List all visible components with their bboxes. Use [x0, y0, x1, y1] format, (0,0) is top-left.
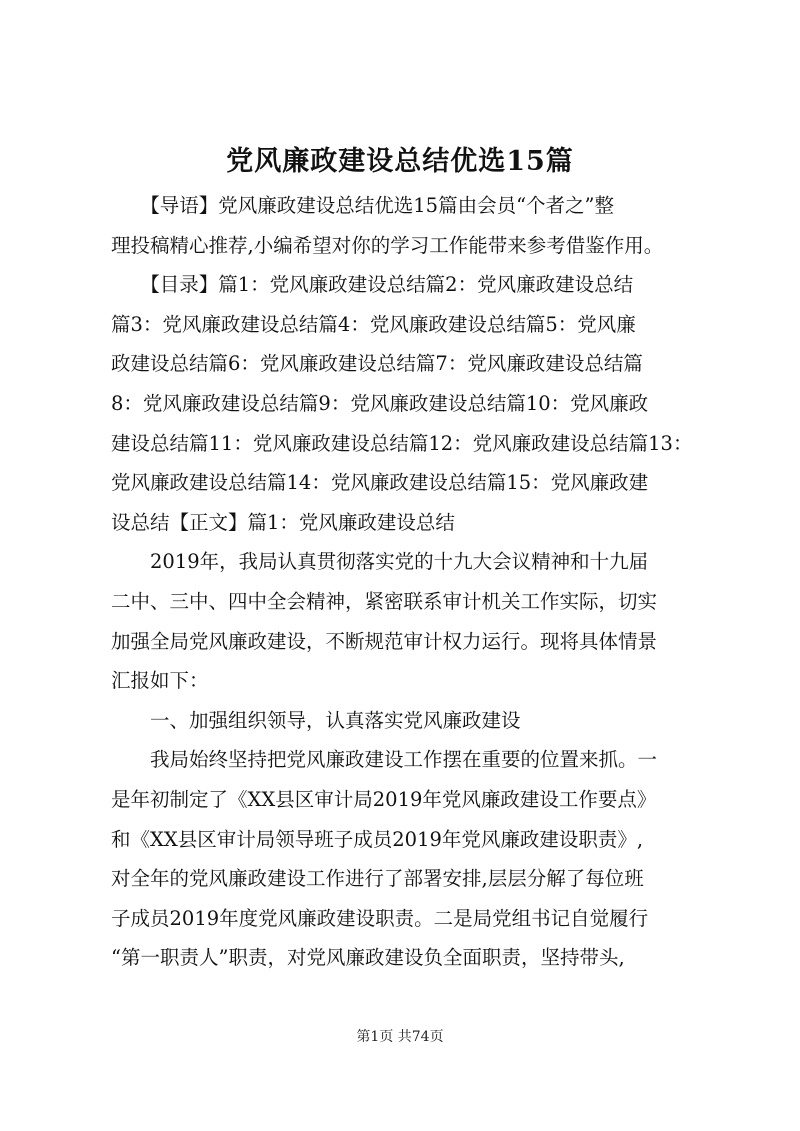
body-line: 我局始终坚持把党风廉政建设工作摆在重要的位置来抓。一: [111, 748, 658, 772]
body-line: 二中、三中、四中全会精神，紧密联系审计机关工作实际，切实: [111, 589, 658, 613]
body-line: 【目录】篇1：党风廉政建设总结篇2：党风廉政建设总结: [111, 273, 634, 297]
body-line: 是年初制定了《XX县区审计局2019年党风廉政建设工作要点》: [111, 787, 657, 811]
document-title: 党风廉政建设总结优选15篇: [226, 146, 574, 177]
body-line: 2019年，我局认真贯彻落实党的十九大会议精神和十九届: [111, 550, 649, 574]
body-line: 篇3：党风廉政建设总结篇4：党风廉政建设总结篇5：党风廉: [111, 312, 636, 336]
page-number-footer: 第1页 共74页: [356, 1029, 444, 1045]
section-heading: 一、加强组织领导，认真落实党风廉政建设: [111, 708, 521, 732]
body-line: 对全年的党风廉政建设工作进行了部署安排,层层分解了每位班: [111, 867, 644, 891]
body-line: 党风廉政建设总结篇14：党风廉政建设总结篇15：党风廉政建: [111, 471, 649, 495]
body-line: 理投稿精心推荐,小编希望对你的学习工作能带来参考借鉴作用。: [111, 233, 664, 257]
body-line: 和《XX县区审计局领导班子成员2019年党风廉政建设职责》,: [111, 827, 644, 851]
body-line: 8：党风廉政建设总结篇9：党风廉政建设总结篇10：党风廉政: [111, 391, 649, 415]
body-line: 设总结【正文】篇1：党风廉政建设总结: [111, 510, 455, 534]
document-body: [111, 186, 711, 978]
body-line: 加强全局党风廉政建设，不断规范审计权力运行。现将具体情景: [111, 629, 658, 653]
body-line: “第一职责人”职责，对党风廉政建设负全面职责，坚持带头,: [111, 946, 625, 970]
body-line: 汇报如下：: [111, 669, 209, 693]
body-line: 【导语】党风廉政建设总结优选15篇由会员“个者之”整: [111, 194, 615, 217]
body-line: 政建设总结篇6：党风廉政建设总结篇7：党风廉政建设总结篇: [111, 352, 643, 376]
body-line: 子成员2019年度党风廉政建设职责。二是局党组书记自觉履行: [111, 906, 649, 930]
body-line: 建设总结篇11：党风廉政建设总结篇12：党风廉政建设总结篇13：: [111, 431, 693, 455]
